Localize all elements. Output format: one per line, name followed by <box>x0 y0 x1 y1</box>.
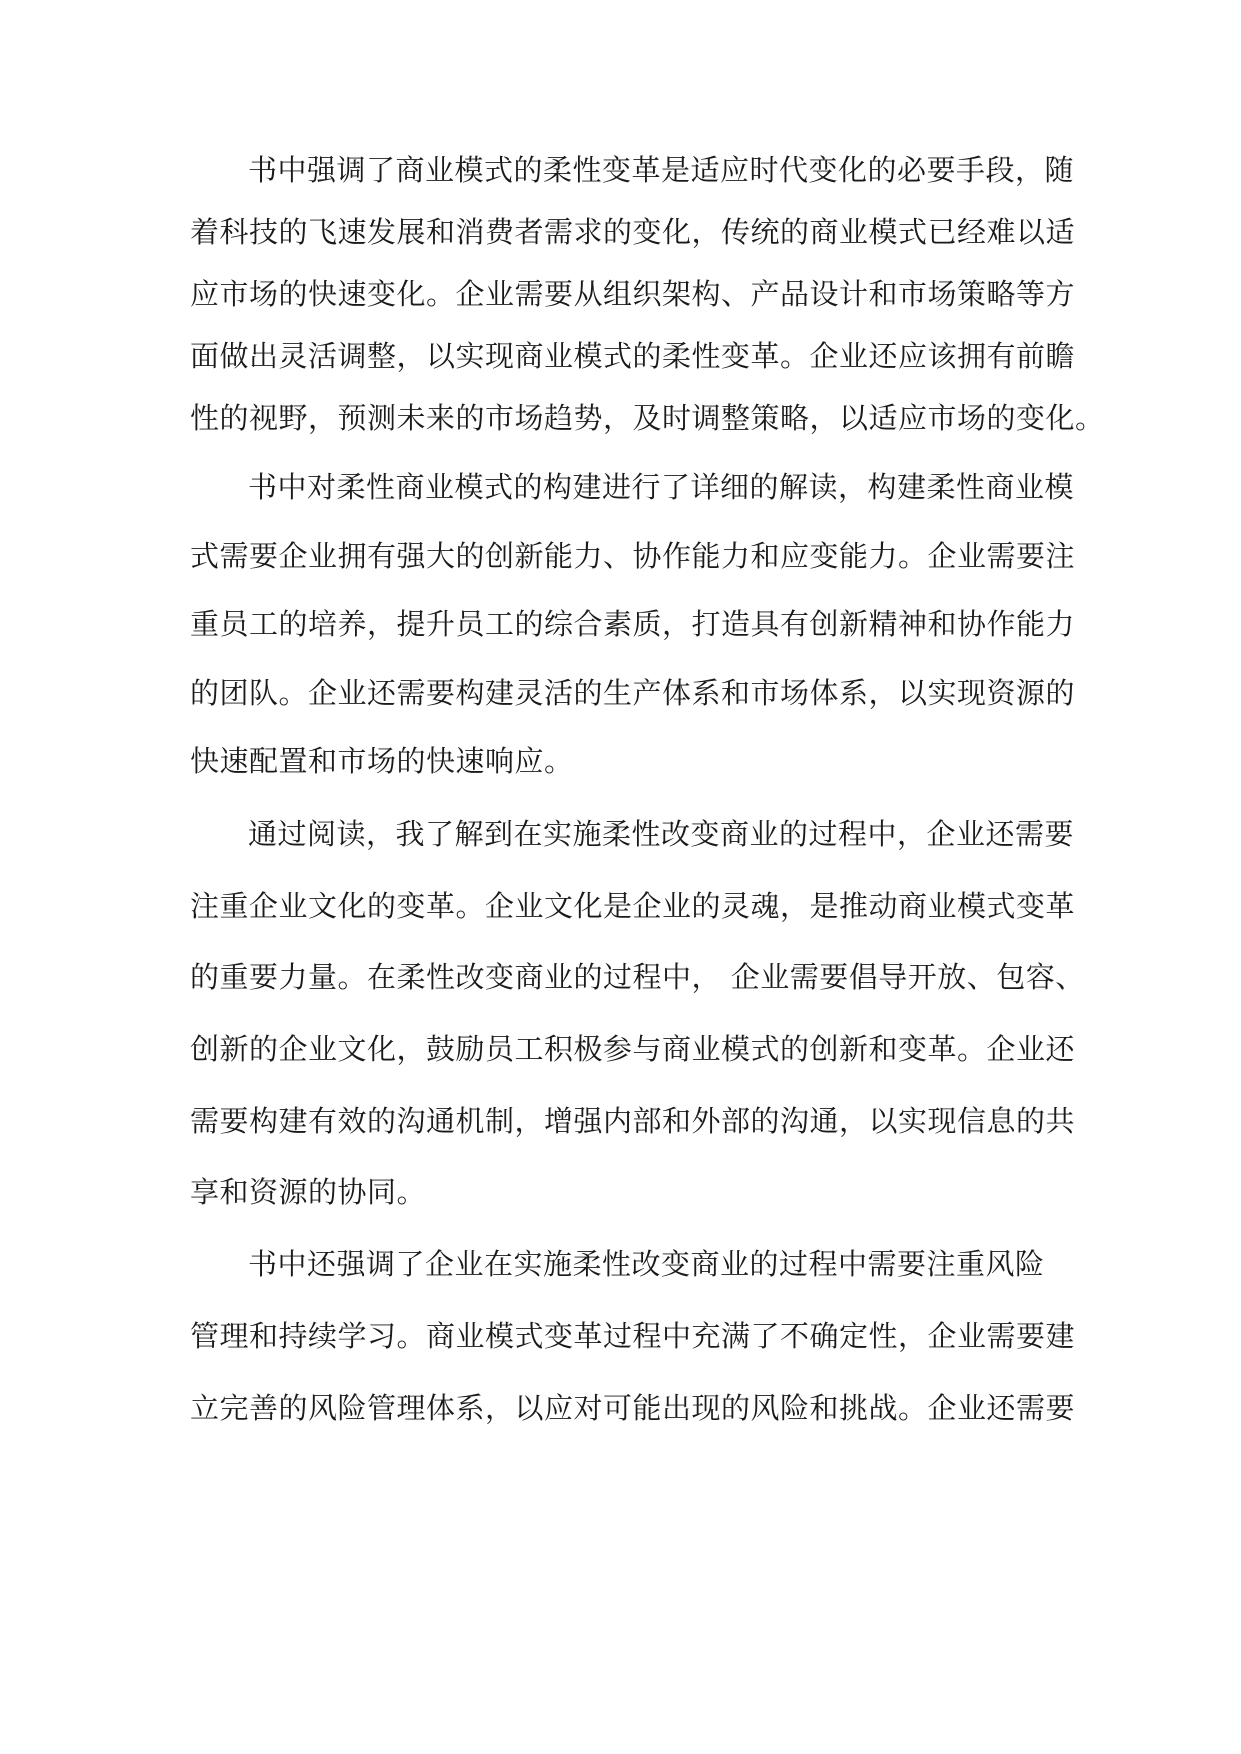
paragraph-3-line-4: 创新的企业文化，鼓励员工积极参与商业模式的创新和变革。企业还 <box>190 1032 1076 1066</box>
paragraph-3-line-6: 享和资源的协同。 <box>190 1175 427 1209</box>
paragraph-4-line-2: 管理和持续学习。商业模式变革过程中充满了不确定性，企业需要建 <box>190 1319 1076 1353</box>
paragraph-1-line-1: 书中强调了商业模式的柔性变革是适应时代变化的必要手段，随 <box>248 153 1075 187</box>
paragraph-1-line-5: 性的视野，预测未来的市场趋势，及时调整策略，以适应市场的变化。 <box>190 401 1105 435</box>
paragraph-3-line-3: 的重要力量。在柔性改变商业的过程中， 企业需要倡导开放、包容、 <box>190 960 1085 994</box>
paragraph-2-line-5: 快速配置和市场的快速响应。 <box>190 744 574 778</box>
paragraph-2-line-4: 的团队。企业还需要构建灵活的生产体系和市场体系，以实现资源的 <box>190 676 1076 710</box>
paragraph-1-line-2: 着科技的飞速发展和消费者需求的变化，传统的商业模式已经难以适 <box>190 215 1076 249</box>
paragraph-3-line-5: 需要构建有效的沟通机制，增强内部和外部的沟通，以实现信息的共 <box>190 1104 1076 1138</box>
paragraph-4-line-3: 立完善的风险管理体系，以应对可能出现的风险和挑战。企业还需要 <box>190 1391 1076 1425</box>
paragraph-3-line-2: 注重企业文化的变革。企业文化是企业的灵魂，是推动商业模式变革 <box>190 889 1076 923</box>
paragraph-3-line-1: 通过阅读，我了解到在实施柔性改变商业的过程中，企业还需要 <box>248 817 1075 851</box>
paragraph-1-line-3: 应市场的快速变化。企业需要从组织架构、产品设计和市场策略等方 <box>190 277 1076 311</box>
paragraph-2-line-1: 书中对柔性商业模式的构建进行了详细的解读，构建柔性商业模 <box>248 470 1075 504</box>
paragraph-2-line-2: 式需要企业拥有强大的创新能力、协作能力和应变能力。企业需要注 <box>190 539 1076 573</box>
paragraph-1-line-4: 面做出灵活调整，以实现商业模式的柔性变革。企业还应该拥有前瞻 <box>190 339 1076 373</box>
paragraph-4-line-1: 书中还强调了企业在实施柔性改变商业的过程中需要注重风险 <box>248 1247 1045 1281</box>
paragraph-2-line-3: 重员工的培养，提升员工的综合素质，打造具有创新精神和协作能力 <box>190 607 1076 641</box>
